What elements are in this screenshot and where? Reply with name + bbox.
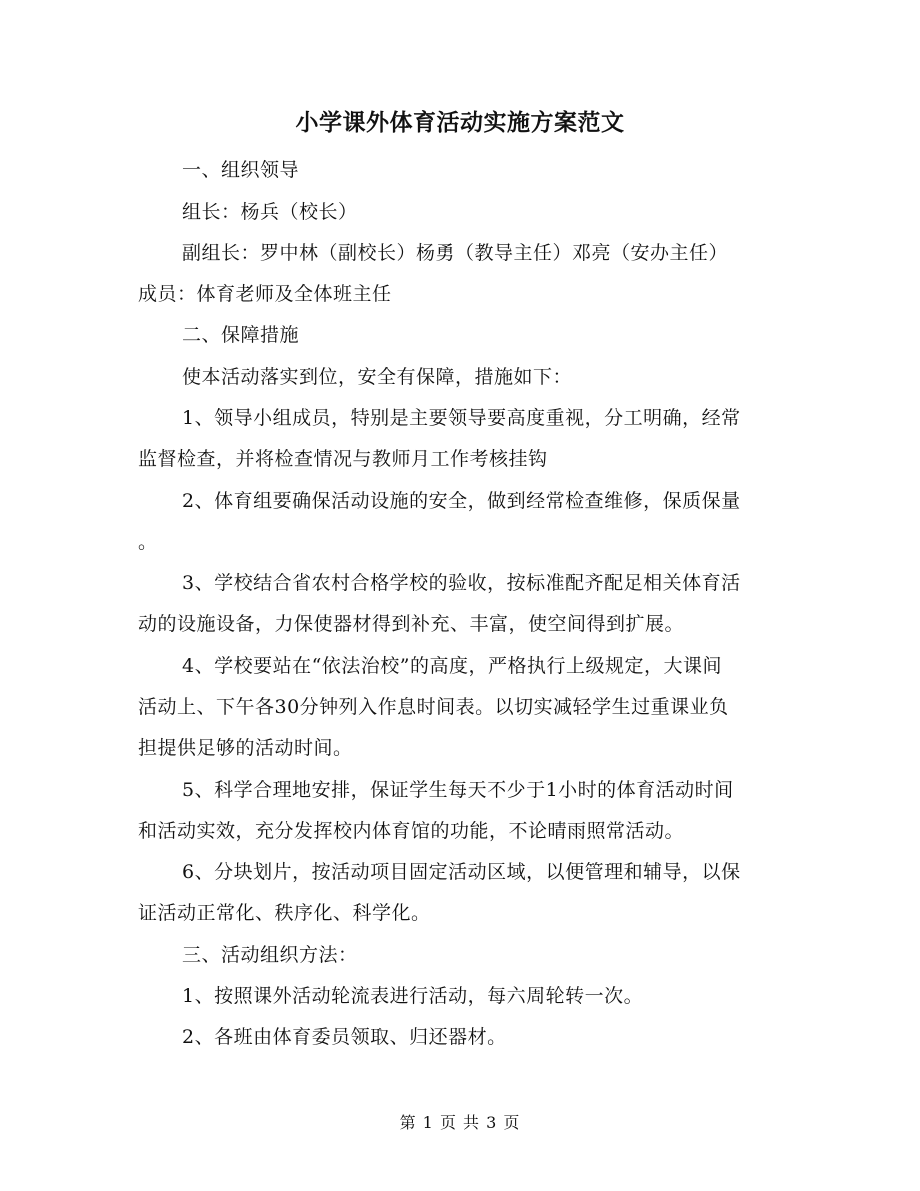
paragraph-line: 使本活动落实到位，安全有保障，措施如下：: [182, 366, 573, 388]
paragraph-line: 1、领导小组成员，特别是主要领导要高度重视，分工明确，经常: [182, 407, 741, 429]
paragraph-line: 6、分块划片，按活动项目固定活动区域，以便管理和辅导，以保: [182, 861, 741, 883]
paragraph-line: 动的设施设备，力保使器材得到补充、丰富，使空间得到扩展。: [138, 613, 685, 635]
paragraph-line: 监督检查，并将检查情况与教师月工作考核挂钩: [138, 448, 548, 470]
paragraph-line: 和活动实效，充分发挥校内体育馆的功能，不论晴雨照常活动。: [138, 820, 685, 842]
section-heading-measures: 二、保障措施: [182, 324, 300, 346]
paragraph-line: 担提供足够的活动时间。: [138, 737, 353, 759]
paragraph-line: 2、各班由体育委员领取、归还器材。: [182, 1026, 507, 1048]
paragraph-line: 5、科学合理地安排，保证学生每天不少于1小时的体育活动时间: [182, 779, 734, 801]
page-number-footer: 第 1 页 共 3 页: [399, 1113, 521, 1132]
section-heading-organization: 一、组织领导: [182, 159, 300, 181]
paragraph-line: 活动上、下午各30分钟列入作息时间表。以切实减轻学生过重课业负: [138, 696, 729, 718]
paragraph-line: 证活动正常化、秩序化、科学化。: [138, 902, 431, 924]
paragraph-line: 4、学校要站在“依法治校”的高度，严格执行上级规定，大课间: [182, 655, 723, 677]
document-title: 小学课外体育活动实施方案范文: [295, 109, 625, 136]
paragraph-line: 组长：杨兵（校长）: [182, 201, 358, 223]
paragraph-line: 2、体育组要确保活动设施的安全，做到经常检查维修，保质保量: [182, 490, 741, 512]
paragraph-line: 1、按照课外活动轮流表进行活动，每六周轮转一次。: [182, 985, 644, 1007]
paragraph-line: 。: [138, 531, 158, 553]
paragraph-line: 副组长：罗中林（副校长）杨勇（教导主任）邓亮（安办主任）: [182, 242, 729, 264]
paragraph-line: 成员：体育老师及全体班主任: [138, 283, 392, 305]
paragraph-line: 3、学校结合省农村合格学校的验收，按标准配齐配足相关体育活: [182, 572, 741, 594]
section-heading-methods: 三、活动组织方法：: [182, 944, 358, 966]
